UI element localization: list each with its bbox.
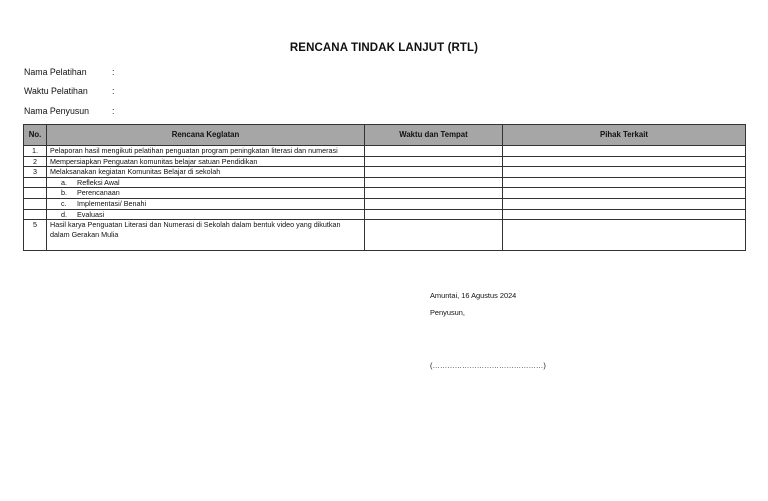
row-activity: Mempersiapkan Penguatan komunitas belajar satuan Pendidikan [47,156,365,167]
sub-letter: c. [61,198,67,208]
rtl-table [23,124,746,251]
row-subactivity [47,177,365,188]
row-party [503,188,746,199]
table-row [24,156,746,167]
sub-letter: b. [61,188,67,198]
table-row [24,177,746,188]
row-no: 1. [24,146,47,157]
signature-blank-line: (………………………………………) [430,361,546,370]
field-colon: : [112,106,115,116]
row-party [503,177,746,188]
row-no [24,177,47,188]
table-row [24,167,746,178]
row-party [503,146,746,157]
header-pihak-terkait: Pihak Terkait [503,125,746,146]
header-no: No. [24,125,47,146]
row-no [24,209,47,220]
row-time-place [365,177,503,188]
table-row [24,146,746,157]
sub-letter: d. [61,209,67,219]
row-subactivity [47,198,365,209]
row-party [503,220,746,251]
row-party [503,209,746,220]
field-waktu-pelatihan [24,86,115,96]
row-party [503,167,746,178]
header-waktu-tempat: Waktu dan Tempat [365,125,503,146]
sub-text: Refleksi Awal [77,177,120,187]
row-activity: Melaksanakan kegiatan Komunitas Belajar di sekolah [47,167,365,178]
row-party [503,156,746,167]
field-colon: : [112,67,115,77]
field-nama-penyusun [24,106,115,116]
sub-text: Implementasi/ Benahi [77,198,147,208]
row-no: 5 [24,220,47,251]
row-activity: Pelaporan hasil mengikuti pelatihan penguatan program peningkatan literasi dan numerasi [47,146,365,157]
sub-text: Perencanaan [77,188,120,198]
field-label: Nama Pelatihan [24,67,87,77]
row-time-place [365,209,503,220]
signature-place-date: Amuntai, 16 Agustus 2024 [430,291,517,300]
row-subactivity [47,209,365,220]
field-label: Waktu Pelatihan [24,86,88,96]
row-no: 3 [24,167,47,178]
field-colon: : [112,86,115,96]
row-no [24,188,47,199]
row-time-place [365,156,503,167]
sub-text: Evaluasi [77,209,105,219]
table-row [24,188,746,199]
header-rencana-kegiatan: Rencana Keglatan [47,125,365,146]
field-label: Nama Penyusun [24,106,90,116]
row-time-place [365,146,503,157]
row-no: 2 [24,156,47,167]
signature-role: Penyusun, [430,308,465,317]
row-time-place [365,198,503,209]
row-activity: Hasil karya Penguatan Literasi dan Numerasi di Sekolah dalam bentuk video yang dikutkan dalam Gerakan Mulia [47,220,365,251]
row-party [503,198,746,209]
row-subactivity [47,188,365,199]
sub-letter: a. [61,177,67,187]
table-row [24,198,746,209]
row-time-place [365,167,503,178]
table-row [24,209,746,220]
field-nama-pelatihan [24,67,115,77]
row-no [24,198,47,209]
table-header-row [24,125,746,146]
row-time-place [365,188,503,199]
document-title: RENCANA TINDAK LANJUT (RTL) [289,42,479,54]
table-row [24,220,746,251]
row-time-place [365,220,503,251]
